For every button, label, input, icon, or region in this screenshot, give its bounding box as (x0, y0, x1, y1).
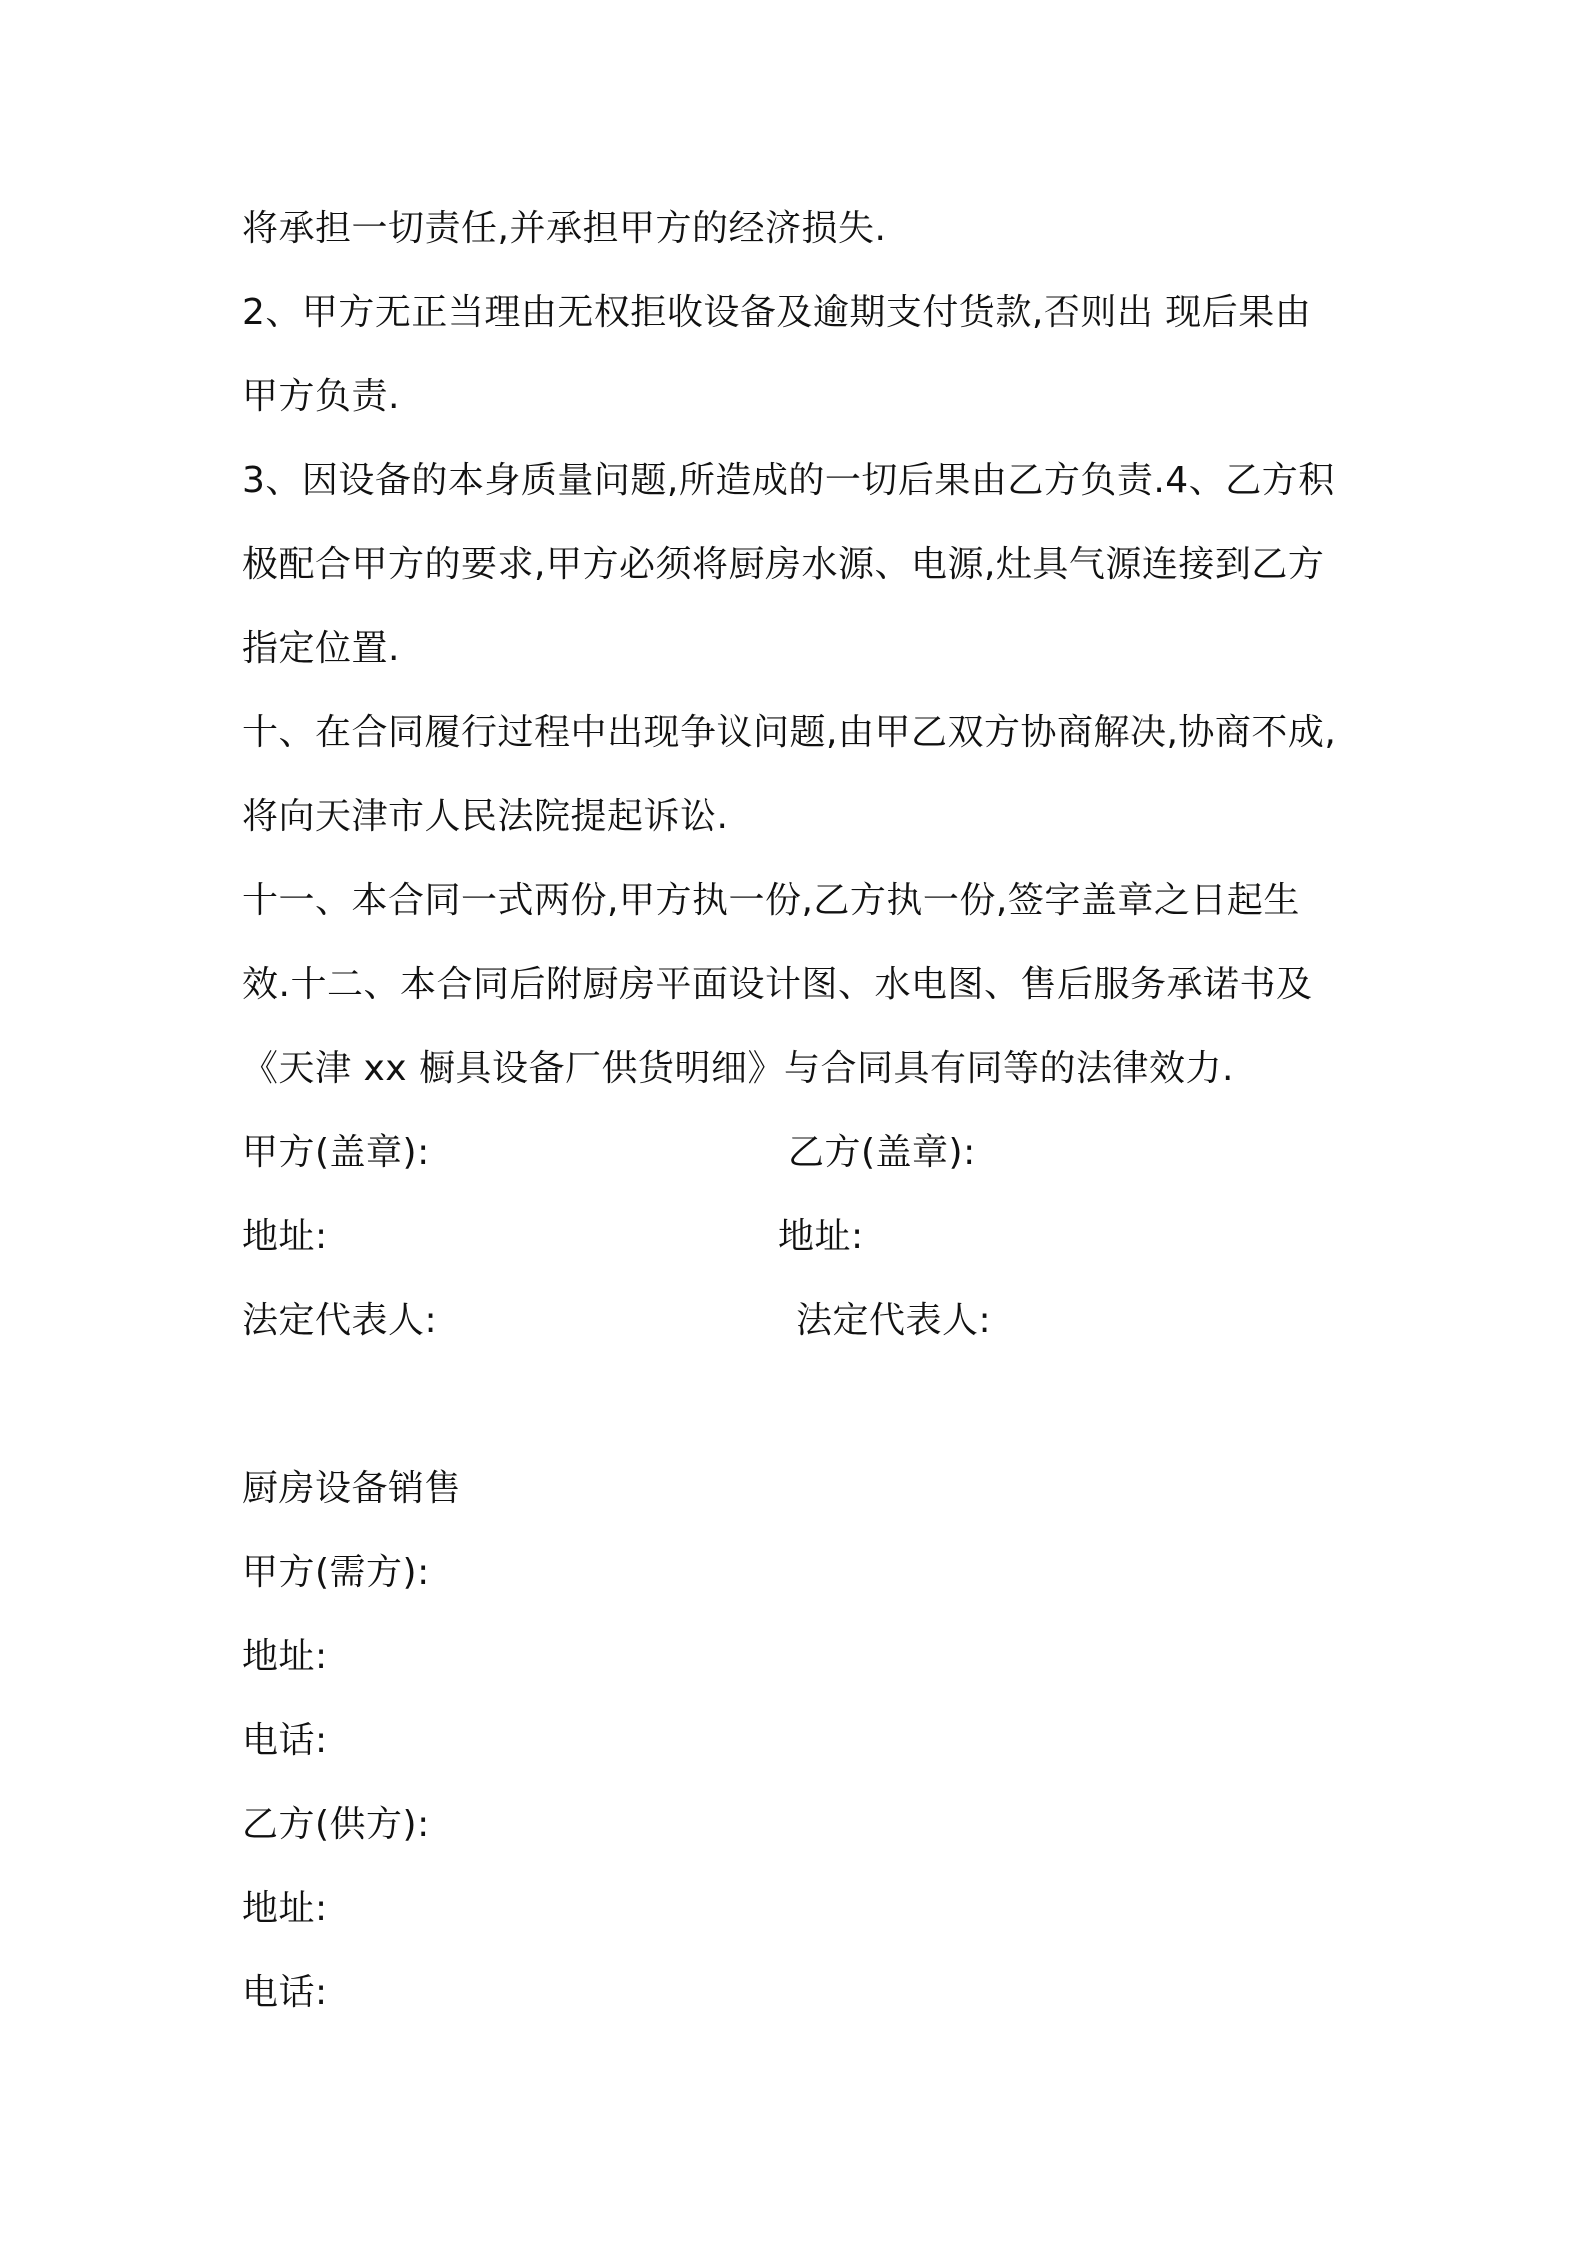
buyer-phone-label: 电话: (242, 1720, 328, 1761)
paragraph-line: 指定位置. (242, 628, 400, 669)
seller-address-label: 地址: (242, 1888, 328, 1929)
party-a-rep-label: 法定代表人: (242, 1300, 438, 1341)
party-a-seal-label: 甲方(盖章): (242, 1132, 430, 1173)
party-a-address-label: 地址: (242, 1216, 328, 1257)
paragraph-line: 十一、本合同一式两份,甲方执一份,乙方执一份,签字盖章之日起生 (242, 880, 1300, 921)
paragraph-line: 将承担一切责任,并承担甲方的经济损失. (242, 208, 887, 249)
buyer-label: 甲方(需方): (242, 1552, 430, 1593)
paragraph-line: 将向天津市人民法院提起诉讼. (242, 796, 729, 837)
second-contract-title: 厨房设备销售 (242, 1468, 462, 1509)
paragraph-line: 效.十二、本合同后附厨房平面设计图、水电图、售后服务承诺书及 (242, 964, 1313, 1005)
seller-phone-label: 电话: (242, 1972, 328, 2013)
paragraph-line: 十、在合同履行过程中出现争议问题,由甲乙双方协商解决,协商不成, (242, 712, 1337, 753)
party-b-address-label: 地址: (778, 1216, 864, 1257)
seller-label: 乙方(供方): (242, 1804, 430, 1845)
buyer-address-label: 地址: (242, 1636, 328, 1677)
paragraph-line: 极配合甲方的要求,甲方必须将厨房水源、电源,灶具气源连接到乙方 (242, 544, 1325, 585)
party-b-rep-label: 法定代表人: (796, 1300, 992, 1341)
paragraph-line: 2、甲方无正当理由无权拒收设备及逾期支付货款,否则出 现后果由 (242, 292, 1312, 333)
paragraph-line: 3、因设备的本身质量问题,所造成的一切后果由乙方负责.4、乙方积 (242, 460, 1335, 501)
paragraph-line: 《天津 xx 橱具设备厂供货明细》与合同具有同等的法律效力. (242, 1048, 1234, 1089)
party-b-seal-label: 乙方(盖章): (788, 1132, 976, 1173)
paragraph-line: 甲方负责. (242, 376, 400, 417)
